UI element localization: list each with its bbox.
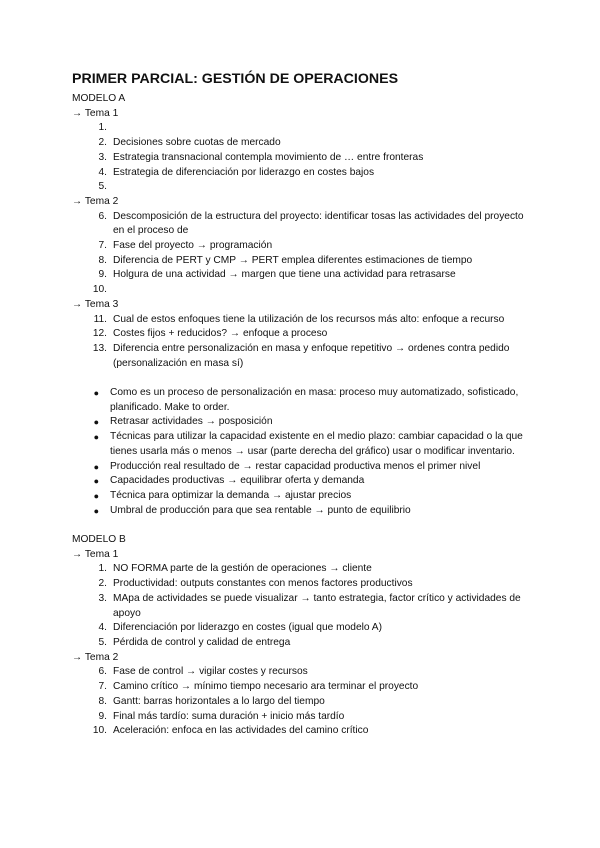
bullet-item: ● Técnica para optimizar la demanda → ajustar precios — [72, 489, 528, 504]
bullet-icon: ● — [93, 388, 99, 399]
document-page — [72, 70, 528, 739]
bullet-item: ● Técnicas para utilizar la capacidad existente en el medio plazo: cambiar capacidad o la que tienes usarla más o menos → usar (parte derecha del gráfico) usar o modificar inventario. — [72, 430, 528, 459]
list-item: 8. Gantt: barras horizontales a lo largo del tiempo — [98, 695, 325, 707]
list-item: 13. Diferencia entre personalización en masa y enfoque repetitivo → ordenes contra pedido (personalización en masa sí) — [92, 342, 510, 369]
bullet-list — [72, 386, 528, 518]
list-item: 1. — [98, 122, 107, 134]
list-item: 7. Fase del proyecto → programación — [98, 240, 273, 252]
list-item: 2. Decisiones sobre cuotas de mercado — [98, 137, 281, 149]
list-item: 3. MApa de actividades se puede visualizar → tanto estrategia, factor crítico y actividades de apoyo — [98, 592, 521, 619]
bullet-item: ● Como es un proceso de personalización en masa: proceso muy automatizado, sofisticado, planificado. Make to order. — [72, 386, 528, 415]
tema-label: → Tema 2 — [72, 651, 119, 663]
bullet-item: ● Retrasar actividades → posposición — [72, 415, 528, 430]
list-item: 5. Pérdida de control y calidad de entrega — [98, 636, 291, 648]
numbered-list — [72, 562, 528, 650]
list-item: 10. Aceleración: enfoca en las actividades del camino crítico — [92, 725, 369, 737]
bullet-icon: ● — [93, 417, 99, 428]
bullet-icon: ● — [93, 505, 99, 516]
list-item: 7. Camino crítico → mínimo tiempo necesario ara terminar el proyecto — [98, 681, 419, 693]
tema-label: → Tema 2 — [72, 195, 119, 207]
list-item: 4. Estrategia de diferenciación por liderazgo en costes bajos — [98, 166, 375, 178]
list-item: 10. — [92, 284, 107, 296]
list-item: 11. Cual de estos enfoques tiene la utilización de los recursos más alto: enfoque a recurso — [93, 313, 505, 325]
list-item: 6. Fase de control → vigilar costes y recursos — [98, 666, 308, 678]
bullet-item: ● Umbral de producción para que sea rentable → punto de equilibrio — [72, 504, 528, 519]
numbered-list — [72, 210, 528, 298]
bullet-icon: ● — [93, 476, 99, 487]
modelo-b-heading: MODELO B — [72, 534, 126, 546]
tema-label: → Tema 3 — [72, 298, 119, 310]
list-item: 4. Diferenciación por liderazgo en costes (igual que modelo A) — [98, 622, 382, 634]
bullet-icon: ● — [93, 490, 99, 501]
list-item: 6. Descomposición de la estructura del proyecto: identificar tosas las actividades del proyecto en el proceso de — [98, 210, 524, 237]
bullet-item: ● Producción real resultado de → restar capacidad productiva menos el primer nivel — [72, 460, 528, 475]
bullet-icon: ● — [93, 432, 99, 443]
tema-label: → Tema 1 — [72, 107, 119, 119]
list-item: 8. Diferencia de PERT y CMP → PERT emplea diferentes estimaciones de tiempo — [98, 254, 473, 266]
tema-label: → Tema 1 — [72, 548, 119, 560]
numbered-list — [72, 121, 528, 195]
bullet-item: ● Capacidades productivas → equilibrar oferta y demanda — [72, 474, 528, 489]
numbered-list — [72, 665, 528, 739]
list-item: 9. Final más tardío: suma duración + inicio más tardío — [98, 710, 345, 722]
list-item: 3. Estrategia transnacional contempla movimiento de … entre fronteras — [98, 151, 424, 163]
modelo-a-heading: MODELO A — [72, 93, 126, 104]
bullet-icon: ● — [93, 461, 99, 472]
page-title: PRIMER PARCIAL: GESTIÓN DE OPERACIONES — [72, 71, 399, 87]
numbered-list — [72, 313, 528, 372]
list-item: 5. — [98, 181, 107, 193]
list-item: 1. NO FORMA parte de la gestión de operaciones → cliente — [98, 563, 372, 575]
list-item: 9. Holgura de una actividad → margen que tiene una actividad para retrasarse — [98, 269, 456, 281]
list-item: 2. Productividad: outputs constantes con menos factores productivos — [98, 578, 413, 590]
list-item: 12. Costes fijos + reducidos? → enfoque a proceso — [92, 328, 328, 340]
